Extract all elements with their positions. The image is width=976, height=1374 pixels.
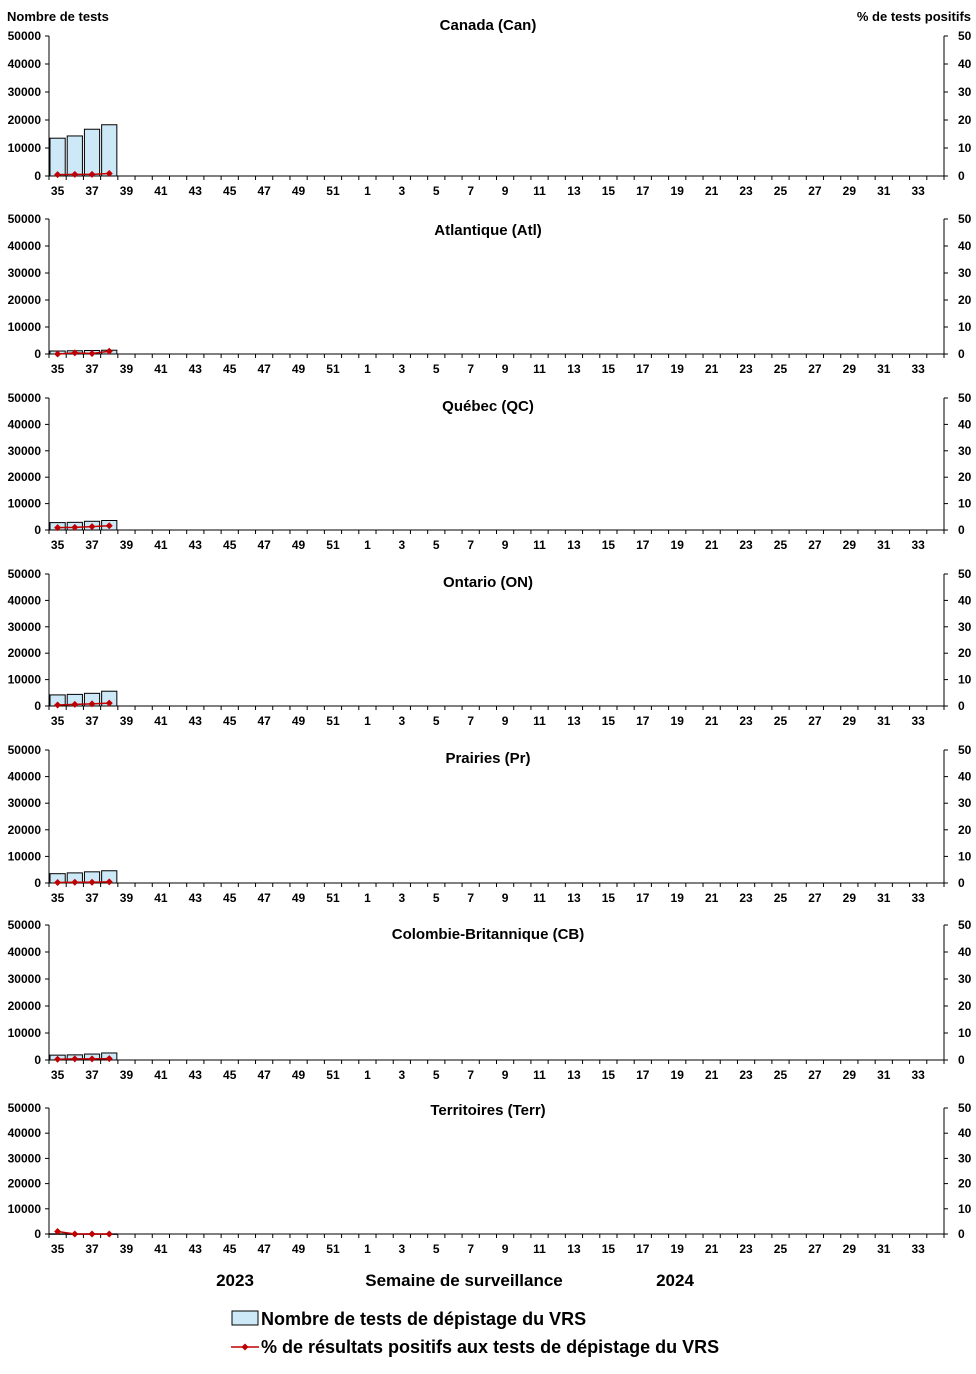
x-tick-label: 23 (739, 184, 753, 198)
x-tick-label: 5 (432, 891, 440, 905)
x-tick-label: 45 (223, 891, 237, 905)
x-tick-label: 27 (808, 538, 822, 552)
x-tick-label: 47 (257, 714, 271, 728)
year-label-right: 2024 (656, 1271, 694, 1290)
y-left-tick-label: 50000 (7, 1101, 41, 1115)
x-tick-label: 41 (154, 1068, 168, 1082)
x-tick-label: 29 (842, 1068, 857, 1082)
x-tick-label: 35 (50, 714, 65, 728)
y-right-tick-label: 10 (958, 496, 972, 511)
y-right-tick-label: 50 (958, 567, 972, 581)
y-left-tick-label: 0 (34, 523, 41, 537)
y-left-tick-label: 10000 (7, 141, 41, 155)
x-tick-label: 21 (704, 714, 719, 728)
panel-7 (8, 1101, 972, 1256)
y-right-tick-label: 50 (958, 743, 972, 757)
x-tick-label: 37 (85, 362, 99, 376)
y-left-tick-label: 30000 (7, 443, 41, 458)
y-right-tick-label: 20 (958, 646, 972, 661)
x-tick-label: 7 (467, 538, 475, 552)
x-tick-label: 1 (364, 891, 371, 905)
x-tick-label: 33 (911, 184, 925, 198)
y-left-tick-label: 40000 (7, 57, 41, 71)
x-tick-label: 5 (432, 538, 440, 552)
x-tick-label: 51 (326, 714, 340, 728)
y-right-tick-label: 30 (958, 85, 972, 99)
x-tick-label: 35 (50, 1242, 65, 1256)
panel-title: Québec (QC) (442, 398, 534, 415)
x-tick-label: 11 (533, 1068, 546, 1082)
x-tick-label: 27 (808, 184, 822, 198)
x-tick-label: 21 (704, 538, 719, 552)
y-left-tick-label: 0 (34, 1227, 41, 1241)
panel-6 (8, 918, 972, 1082)
x-tick-label: 3 (398, 538, 406, 552)
x-tick-label: 41 (154, 714, 168, 728)
x-tick-label: 25 (773, 1242, 788, 1256)
x-tick-label: 1 (364, 714, 371, 728)
panel-title: Territoires (Terr) (430, 1102, 546, 1119)
x-tick-label: 25 (773, 538, 788, 552)
x-tick-label: 27 (808, 891, 822, 905)
x-tick-label: 29 (842, 714, 857, 728)
x-tick-label: 21 (704, 891, 719, 905)
x-tick-label: 31 (877, 1068, 891, 1082)
x-tick-label: 11 (533, 538, 546, 552)
x-tick-label: 49 (291, 714, 306, 728)
panel-4 (8, 567, 972, 728)
x-tick-label: 11 (533, 1242, 546, 1256)
x-tick-label: 43 (188, 714, 202, 728)
panel-title: Prairies (Pr) (445, 750, 531, 767)
y-right-tick-label: 40 (958, 593, 972, 608)
y-right-tick-label: 30 (958, 1151, 972, 1166)
y-left-tick-label: 20000 (7, 999, 41, 1013)
x-tick-label: 41 (154, 1242, 168, 1256)
x-tick-label: 49 (291, 1242, 306, 1256)
bar-tests (50, 138, 65, 176)
x-tick-label: 39 (119, 714, 134, 728)
x-tick-label: 25 (773, 184, 788, 198)
line-pct-positive (58, 882, 110, 883)
x-tick-label: 41 (154, 891, 168, 905)
line-pct-positive (58, 1059, 110, 1060)
x-tick-label: 5 (432, 362, 440, 376)
x-tick-label: 3 (398, 1068, 406, 1082)
point-pct-positive (71, 1231, 78, 1238)
y-left-tick-label: 50000 (7, 743, 41, 757)
x-tick-label: 51 (326, 1242, 340, 1256)
y-right-tick-label: 30 (958, 443, 972, 458)
y-right-tick-label: 40 (958, 239, 972, 253)
right-axis-label: % de tests positifs (856, 9, 971, 24)
x-tick-label: 9 (501, 1242, 509, 1256)
y-left-tick-label: 20000 (7, 646, 41, 661)
y-left-tick-label: 0 (34, 699, 41, 713)
x-tick-label: 31 (877, 891, 891, 905)
x-tick-label: 27 (808, 1068, 822, 1082)
x-tick-label: 19 (670, 714, 684, 728)
x-tick-label: 47 (257, 1068, 271, 1082)
x-tick-label: 19 (670, 891, 684, 905)
panel-5 (8, 743, 972, 905)
x-tick-label: 19 (670, 362, 684, 376)
x-axis-label: Semaine de surveillance (365, 1271, 563, 1290)
y-left-tick-label: 0 (34, 169, 41, 183)
y-left-tick-label: 50000 (7, 391, 41, 405)
y-right-tick-label: 30 (958, 619, 972, 634)
y-right-tick-label: 40 (958, 945, 972, 959)
y-left-tick-label: 10000 (7, 1026, 41, 1040)
panel-1 (8, 17, 972, 198)
x-tick-label: 25 (773, 362, 788, 376)
x-tick-label: 9 (501, 362, 509, 376)
x-tick-label: 29 (842, 184, 857, 198)
bar-tests (102, 125, 117, 176)
x-tick-label: 45 (223, 714, 237, 728)
y-left-tick-label: 10000 (7, 320, 41, 334)
y-right-tick-label: 50 (958, 1101, 972, 1115)
x-tick-label: 43 (188, 538, 202, 552)
x-tick-label: 37 (85, 1242, 99, 1256)
x-tick-label: 7 (467, 184, 475, 198)
x-tick-label: 31 (877, 714, 891, 728)
x-tick-label: 13 (567, 184, 581, 198)
x-tick-label: 49 (291, 184, 306, 198)
y-right-tick-label: 10 (958, 672, 972, 687)
x-tick-label: 39 (119, 538, 134, 552)
x-tick-label: 29 (842, 1242, 857, 1256)
x-tick-label: 15 (601, 1242, 616, 1256)
x-tick-label: 45 (223, 362, 237, 376)
x-tick-label: 9 (501, 184, 509, 198)
x-tick-label: 33 (911, 362, 925, 376)
x-tick-label: 27 (808, 714, 822, 728)
x-tick-label: 39 (119, 362, 134, 376)
y-right-tick-label: 40 (958, 57, 972, 71)
legend-line-marker (242, 1344, 249, 1351)
x-tick-label: 29 (842, 891, 857, 905)
x-tick-label: 41 (154, 362, 168, 376)
y-left-tick-label: 30000 (7, 266, 41, 280)
x-tick-label: 19 (670, 538, 684, 552)
x-tick-label: 19 (670, 1242, 684, 1256)
x-tick-label: 51 (326, 362, 340, 376)
y-right-tick-label: 30 (958, 972, 972, 986)
x-tick-label: 39 (119, 1068, 134, 1082)
x-tick-label: 47 (257, 1242, 271, 1256)
x-tick-label: 35 (50, 891, 65, 905)
y-right-tick-label: 20 (958, 1176, 972, 1191)
panel-title: Colombie-Britannique (CB) (391, 926, 585, 943)
y-right-tick-label: 20 (958, 822, 972, 837)
x-tick-label: 21 (704, 1068, 719, 1082)
x-tick-label: 41 (154, 184, 168, 198)
x-tick-label: 21 (704, 184, 719, 198)
x-tick-label: 9 (501, 538, 509, 552)
x-tick-label: 47 (257, 184, 271, 198)
y-right-tick-label: 50 (958, 29, 972, 43)
y-left-tick-label: 20000 (7, 1176, 41, 1191)
x-tick-label: 49 (291, 362, 306, 376)
x-tick-label: 37 (85, 714, 99, 728)
y-left-tick-label: 20000 (7, 293, 41, 307)
x-tick-label: 33 (911, 1068, 925, 1082)
x-tick-label: 45 (223, 1242, 237, 1256)
y-left-tick-label: 50000 (7, 567, 41, 581)
y-left-tick-label: 10000 (7, 496, 41, 511)
bar-tests (67, 136, 82, 176)
x-tick-label: 25 (773, 891, 788, 905)
y-left-tick-label: 40000 (7, 1126, 41, 1141)
x-tick-label: 29 (842, 362, 857, 376)
y-left-tick-label: 30000 (7, 972, 41, 986)
y-left-tick-label: 30000 (7, 1151, 41, 1166)
y-left-tick-label: 30000 (7, 796, 41, 811)
y-right-tick-label: 20 (958, 293, 972, 307)
x-tick-label: 5 (432, 184, 440, 198)
x-tick-label: 15 (601, 1068, 616, 1082)
y-left-tick-label: 20000 (7, 470, 41, 485)
bar-tests (84, 129, 99, 176)
x-tick-label: 37 (85, 1068, 99, 1082)
x-tick-label: 45 (223, 538, 237, 552)
panel-3 (8, 391, 972, 552)
x-tick-label: 51 (326, 891, 340, 905)
x-tick-label: 13 (567, 538, 581, 552)
x-tick-label: 39 (119, 1242, 134, 1256)
legend-bar-swatch (232, 1311, 258, 1325)
x-tick-label: 3 (398, 714, 406, 728)
x-tick-label: 1 (364, 538, 371, 552)
y-right-tick-label: 20 (958, 113, 972, 127)
x-tick-label: 3 (398, 184, 406, 198)
x-tick-label: 51 (326, 1068, 340, 1082)
point-pct-positive (89, 1231, 96, 1238)
y-left-tick-label: 0 (34, 1053, 41, 1067)
x-tick-label: 49 (291, 891, 306, 905)
x-tick-label: 15 (601, 538, 616, 552)
y-left-tick-label: 10000 (7, 849, 41, 864)
x-tick-label: 27 (808, 1242, 822, 1256)
legend-bar-label: Nombre de tests de dépistage du VRS (261, 1309, 587, 1329)
x-tick-label: 37 (85, 538, 99, 552)
y-right-tick-label: 10 (958, 1201, 972, 1216)
y-right-tick-label: 0 (958, 699, 965, 713)
panel-2 (8, 212, 972, 376)
y-left-tick-label: 50000 (7, 918, 41, 932)
x-tick-label: 17 (636, 538, 650, 552)
x-tick-label: 37 (85, 891, 99, 905)
x-tick-label: 49 (291, 1068, 306, 1082)
x-tick-label: 9 (501, 891, 509, 905)
x-tick-label: 43 (188, 184, 202, 198)
x-tick-label: 13 (567, 891, 581, 905)
x-tick-label: 23 (739, 362, 753, 376)
x-tick-label: 17 (636, 1242, 650, 1256)
x-tick-label: 5 (432, 1068, 440, 1082)
y-right-tick-label: 20 (958, 999, 972, 1013)
y-left-tick-label: 40000 (7, 593, 41, 608)
x-tick-label: 23 (739, 538, 753, 552)
x-tick-label: 43 (188, 1068, 202, 1082)
x-tick-label: 11 (533, 714, 546, 728)
y-right-tick-label: 50 (958, 918, 972, 932)
y-right-tick-label: 40 (958, 417, 972, 432)
y-right-tick-label: 40 (958, 769, 972, 784)
x-tick-label: 1 (364, 362, 371, 376)
x-tick-label: 13 (567, 362, 581, 376)
x-tick-label: 11 (533, 184, 546, 198)
x-tick-label: 15 (601, 362, 616, 376)
x-tick-label: 3 (398, 1242, 406, 1256)
y-left-tick-label: 40000 (7, 417, 41, 432)
x-tick-label: 39 (119, 184, 134, 198)
y-right-tick-label: 0 (958, 876, 965, 890)
x-tick-label: 49 (291, 538, 306, 552)
x-tick-label: 23 (739, 1068, 753, 1082)
x-tick-label: 7 (467, 714, 475, 728)
x-tick-label: 13 (567, 1068, 581, 1082)
x-tick-label: 27 (808, 362, 822, 376)
point-pct-positive (106, 1231, 113, 1238)
x-tick-label: 5 (432, 1242, 440, 1256)
y-left-tick-label: 30000 (7, 85, 41, 99)
y-right-tick-label: 10 (958, 320, 972, 334)
x-tick-label: 41 (154, 538, 168, 552)
y-right-tick-label: 0 (958, 1053, 965, 1067)
x-tick-label: 33 (911, 538, 925, 552)
x-tick-label: 45 (223, 1068, 237, 1082)
y-right-tick-label: 0 (958, 1227, 965, 1241)
x-tick-label: 3 (398, 891, 406, 905)
y-left-tick-label: 50000 (7, 29, 41, 43)
x-tick-label: 5 (432, 714, 440, 728)
y-left-tick-label: 50000 (7, 212, 41, 226)
y-right-tick-label: 0 (958, 347, 965, 361)
y-right-tick-label: 0 (958, 169, 965, 183)
x-tick-label: 17 (636, 184, 650, 198)
x-tick-label: 17 (636, 891, 650, 905)
x-tick-label: 33 (911, 714, 925, 728)
y-right-tick-label: 50 (958, 212, 972, 226)
x-tick-label: 9 (501, 1068, 509, 1082)
y-right-tick-label: 10 (958, 1026, 972, 1040)
x-tick-label: 1 (364, 1242, 371, 1256)
x-tick-label: 11 (533, 362, 546, 376)
x-tick-label: 47 (257, 538, 271, 552)
x-tick-label: 17 (636, 1068, 650, 1082)
y-right-tick-label: 20 (958, 470, 972, 485)
x-tick-label: 23 (739, 714, 753, 728)
y-left-tick-label: 10000 (7, 672, 41, 687)
x-tick-label: 21 (704, 362, 719, 376)
y-left-tick-label: 20000 (7, 822, 41, 837)
x-tick-label: 51 (326, 538, 340, 552)
y-right-tick-label: 10 (958, 849, 972, 864)
x-tick-label: 9 (501, 714, 509, 728)
x-tick-label: 37 (85, 184, 99, 198)
x-tick-label: 43 (188, 891, 202, 905)
x-tick-label: 43 (188, 362, 202, 376)
x-tick-label: 45 (223, 184, 237, 198)
x-tick-label: 7 (467, 1068, 475, 1082)
x-tick-label: 25 (773, 714, 788, 728)
y-right-tick-label: 40 (958, 1126, 972, 1141)
x-tick-label: 47 (257, 362, 271, 376)
x-tick-label: 35 (50, 538, 65, 552)
x-tick-label: 31 (877, 1242, 891, 1256)
x-tick-label: 43 (188, 1242, 202, 1256)
x-tick-label: 31 (877, 184, 891, 198)
x-tick-label: 29 (842, 538, 857, 552)
x-tick-label: 19 (670, 1068, 684, 1082)
x-tick-label: 23 (739, 891, 753, 905)
y-left-tick-label: 30000 (7, 619, 41, 634)
x-tick-label: 7 (467, 1242, 475, 1256)
x-tick-label: 15 (601, 184, 616, 198)
x-tick-label: 13 (567, 1242, 581, 1256)
legend (231, 1309, 719, 1357)
y-left-tick-label: 40000 (7, 945, 41, 959)
y-left-tick-label: 40000 (7, 239, 41, 253)
x-tick-label: 31 (877, 538, 891, 552)
x-tick-label: 33 (911, 891, 925, 905)
x-tick-label: 23 (739, 1242, 753, 1256)
panel-title: Ontario (ON) (443, 574, 533, 591)
x-tick-label: 35 (50, 1068, 65, 1082)
x-tick-label: 1 (364, 184, 371, 198)
y-right-tick-label: 0 (958, 523, 965, 537)
y-left-tick-label: 40000 (7, 769, 41, 784)
x-tick-label: 33 (911, 1242, 925, 1256)
x-tick-label: 47 (257, 891, 271, 905)
x-tick-label: 3 (398, 362, 406, 376)
y-left-tick-label: 20000 (7, 113, 41, 127)
y-left-tick-label: 0 (34, 876, 41, 890)
x-tick-label: 17 (636, 714, 650, 728)
x-tick-label: 51 (326, 184, 340, 198)
panel-title: Atlantique (Atl) (434, 222, 542, 239)
x-tick-label: 13 (567, 714, 581, 728)
x-tick-label: 15 (601, 891, 616, 905)
y-right-tick-label: 10 (958, 141, 972, 155)
y-left-tick-label: 0 (34, 347, 41, 361)
left-axis-label: Nombre de tests (7, 9, 109, 24)
x-tick-label: 31 (877, 362, 891, 376)
panel-title: Canada (Can) (439, 17, 537, 34)
x-tick-label: 25 (773, 1068, 788, 1082)
x-tick-label: 11 (533, 891, 546, 905)
x-tick-label: 35 (50, 362, 65, 376)
x-tick-label: 7 (467, 891, 475, 905)
x-tick-label: 39 (119, 891, 134, 905)
x-tick-label: 17 (636, 362, 650, 376)
x-tick-label: 1 (364, 1068, 371, 1082)
legend-line-label: % de résultats positifs aux tests de dépistage du VRS (261, 1337, 720, 1357)
x-tick-label: 35 (50, 184, 65, 198)
y-right-tick-label: 50 (958, 391, 972, 405)
x-tick-label: 15 (601, 714, 616, 728)
y-right-tick-label: 30 (958, 266, 972, 280)
y-right-tick-label: 30 (958, 796, 972, 811)
x-tick-label: 21 (704, 1242, 719, 1256)
year-label-left: 2023 (216, 1271, 254, 1290)
x-tick-label: 7 (467, 362, 475, 376)
y-left-tick-label: 10000 (7, 1201, 41, 1216)
x-tick-label: 19 (670, 184, 684, 198)
